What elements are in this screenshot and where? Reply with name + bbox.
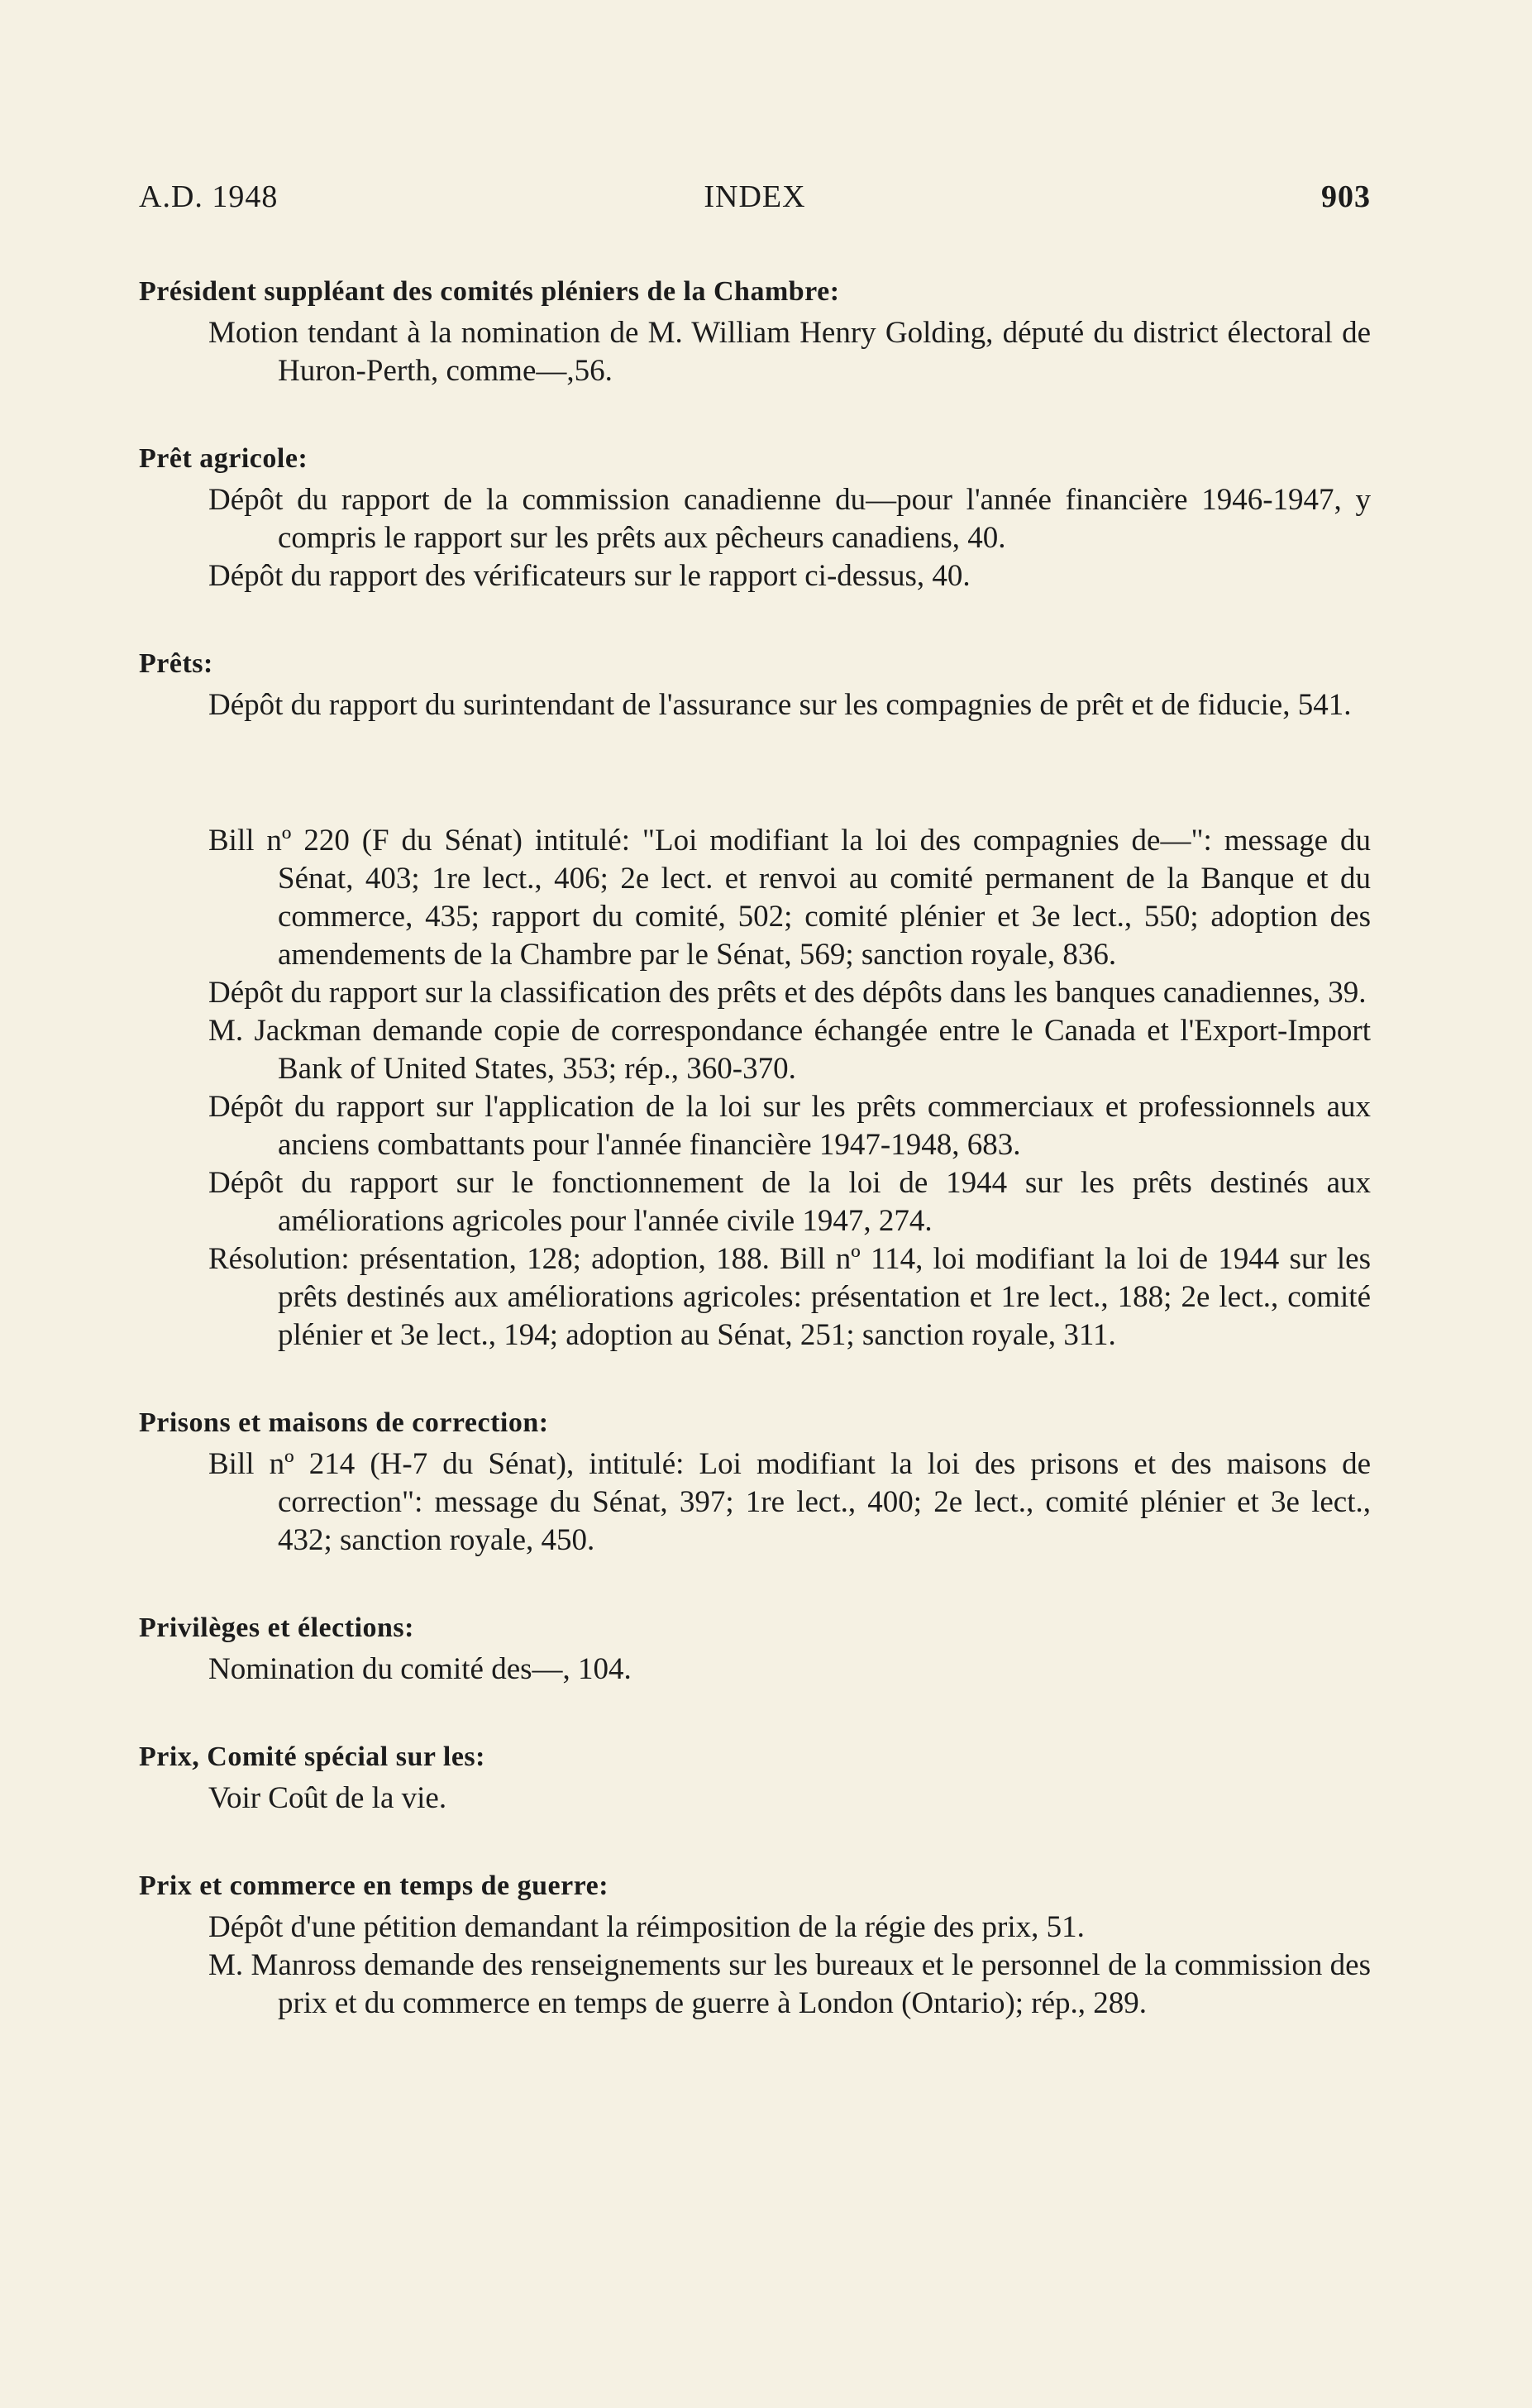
index-section [139, 645, 1371, 724]
index-entry: Dépôt du rapport des vérificateurs sur le rapport ci-dessus, 40. [208, 559, 971, 593]
index-entry: Dépôt du rapport de la commission canadienne du—pour l'année financière 1946-1947, y compris le rapport sur les prêts aux pêcheurs canadiens, 40. [208, 483, 1371, 555]
index-body [139, 273, 1371, 2072]
header-year: A.D. 1948 [139, 179, 279, 214]
index-entry: Motion tendant à la nomination de M. William Henry Golding, député du district électoral de Huron-Perth, comme—,56. [208, 316, 1371, 388]
index-entry: Bill nº 220 (F du Sénat) intitulé: "Loi modifiant la loi des compagnies de—": message du Sénat, 403; 1re lect., 406; 2e lect. et renvoi au comité permanent de la Banque et du commerce, 435; rapport du comité, 502; comité plénier et 3e lect., 550; adoption des amendements de la Chambre par le Sénat, 569; sanction royale, 836. [208, 824, 1371, 972]
section-heading: Prisons et maisons de correction: [139, 1407, 549, 1438]
index-entry: Dépôt du rapport sur la classification des prêts et des dépôts dans les banques canadiennes, 39. [208, 976, 1367, 1010]
index-section [139, 440, 1371, 595]
section-heading: Président suppléant des comités pléniers de la Chambre: [139, 276, 840, 307]
index-section [139, 273, 1371, 390]
index-section [139, 1404, 1371, 1560]
section-heading: Prix, Comité spécial sur les: [139, 1742, 485, 1772]
index-entry: M. Jackman demande copie de correspondance échangée entre le Canada et l'Export-Import Bank of United States, 353; rép., 360-370. [208, 1014, 1371, 1086]
header-title: INDEX [704, 179, 806, 214]
index-entry: Dépôt d'une pétition demandant la réimposition de la régie des prix, 51. [208, 1910, 1085, 1944]
index-entry: Nomination du comité des—, 104. [208, 1652, 632, 1686]
section-heading: Prêts: [139, 648, 213, 679]
index-entry: Résolution: présentation, 128; adoption, 188. Bill nº 114, loi modifiant la loi de 1944 sur les prêts destinés aux améliorations agricoles: présentation et 1re lect., 188; 2e lect., comité plénier et 3e lect., 194; adoption au Sénat, 251; sanction royale, 311. [208, 1242, 1371, 1352]
section-heading: Prêt agricole: [139, 443, 308, 474]
page-header [139, 179, 1371, 228]
index-entry: Dépôt du rapport du surintendant de l'assurance sur les compagnies de prêt et de fiducie, 541. [208, 688, 1352, 722]
index-entry: M. Manross demande des renseignements sur les bureaux et le personnel de la commission des prix et du commerce en temps de guerre à London (Ontario); rép., 289. [208, 1948, 1371, 2020]
index-section [139, 1738, 1371, 1818]
index-entry: Dépôt du rapport sur le fonctionnement de la loi de 1944 sur les prêts destinés aux améliorations agricoles pour l'année civile 1947, 274. [208, 1166, 1371, 1238]
section-heading: Prix et commerce en temps de guerre: [139, 1870, 609, 1901]
index-section [139, 1609, 1371, 1689]
section-heading: Privilèges et élections: [139, 1612, 414, 1643]
index-entry: Bill nº 214 (H-7 du Sénat), intitulé: Loi modifiant la loi des prisons et des maisons de correction": message du Sénat, 397; 1re lect., 400; 2e lect., comité plénier et 3e lect., 432; sanction royale, 450. [208, 1447, 1371, 1557]
index-section [139, 1867, 1371, 2023]
page-number: 903 [1321, 179, 1371, 214]
index-entry: Dépôt du rapport sur l'application de la loi sur les prêts commerciaux et professionnels aux anciens combattants pour l'année financière 1947-1948, 683. [208, 1090, 1371, 1162]
index-section [139, 822, 1371, 1354]
index-entry: Voir Coût de la vie. [208, 1781, 447, 1815]
